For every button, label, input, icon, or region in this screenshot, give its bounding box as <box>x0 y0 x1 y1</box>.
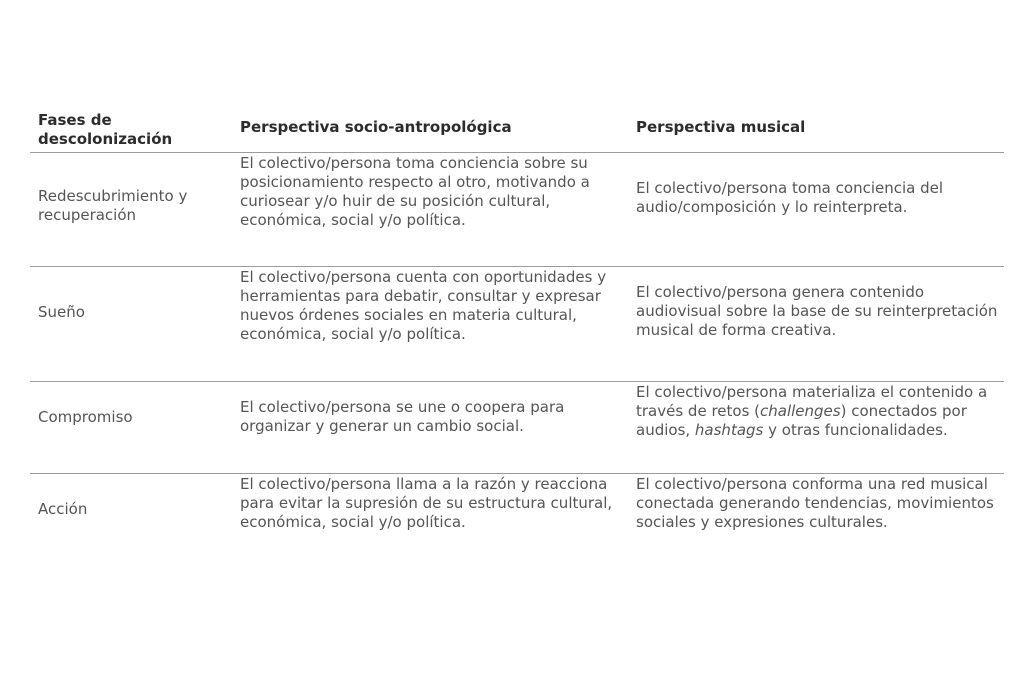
table-row <box>30 474 1004 566</box>
musical-cell: El colectivo/persona genera contenido audiovisual sobre la base de su reinterpretación musical de forma creativa. <box>636 283 998 339</box>
header-musical: Perspectiva musical <box>636 118 806 136</box>
header-phases: Fases de descolonización <box>38 111 173 148</box>
musical-text-part: y otras funcionalidades. <box>763 421 948 439</box>
phase-cell: Redescubrimiento y recuperación <box>38 187 188 224</box>
musical-cell <box>630 382 1004 473</box>
socio-cell: El colectivo/persona cuenta con oportunidades y herramientas para debatir, consultar y expresar nuevos órdenes sociales en materia cultural, económica, social y/o política. <box>240 268 607 343</box>
musical-emphasis-challenges: challenges <box>760 402 841 420</box>
phase-cell: Compromiso <box>38 408 133 426</box>
table-row <box>30 153 1004 267</box>
musical-text-part: ) conectados por audios, <box>636 402 967 439</box>
table-row <box>30 382 1004 474</box>
phase-cell: Acción <box>38 500 88 518</box>
socio-cell: El colectivo/persona se une o coopera para organizar y generar un cambio social. <box>240 398 565 435</box>
table-row <box>30 267 1004 382</box>
musical-text-part: El colectivo/persona materializa el contenido a través de retos ( <box>636 383 988 420</box>
decolonization-table <box>30 104 1004 566</box>
phase-cell: Sueño <box>38 303 85 321</box>
musical-cell: El colectivo/persona conforma una red musical conectada generando tendencias, movimientos sociales y expresiones culturales. <box>636 475 994 531</box>
table-header-row <box>30 104 1004 153</box>
socio-cell: El colectivo/persona llama a la razón y reacciona para evitar la supresión de su estructura cultural, económica, social y/o política. <box>240 475 613 531</box>
musical-cell: El colectivo/persona toma conciencia del audio/composición y lo reinterpreta. <box>636 179 944 216</box>
header-socio-anthropological: Perspectiva socio-antropológica <box>240 118 512 136</box>
musical-emphasis-hashtags: hashtags <box>694 421 764 439</box>
socio-cell: El colectivo/persona toma conciencia sobre su posicionamiento respecto al otro, motivando a curiosear y/o huir de su posición cultural, económica, social y/o política. <box>240 154 590 229</box>
